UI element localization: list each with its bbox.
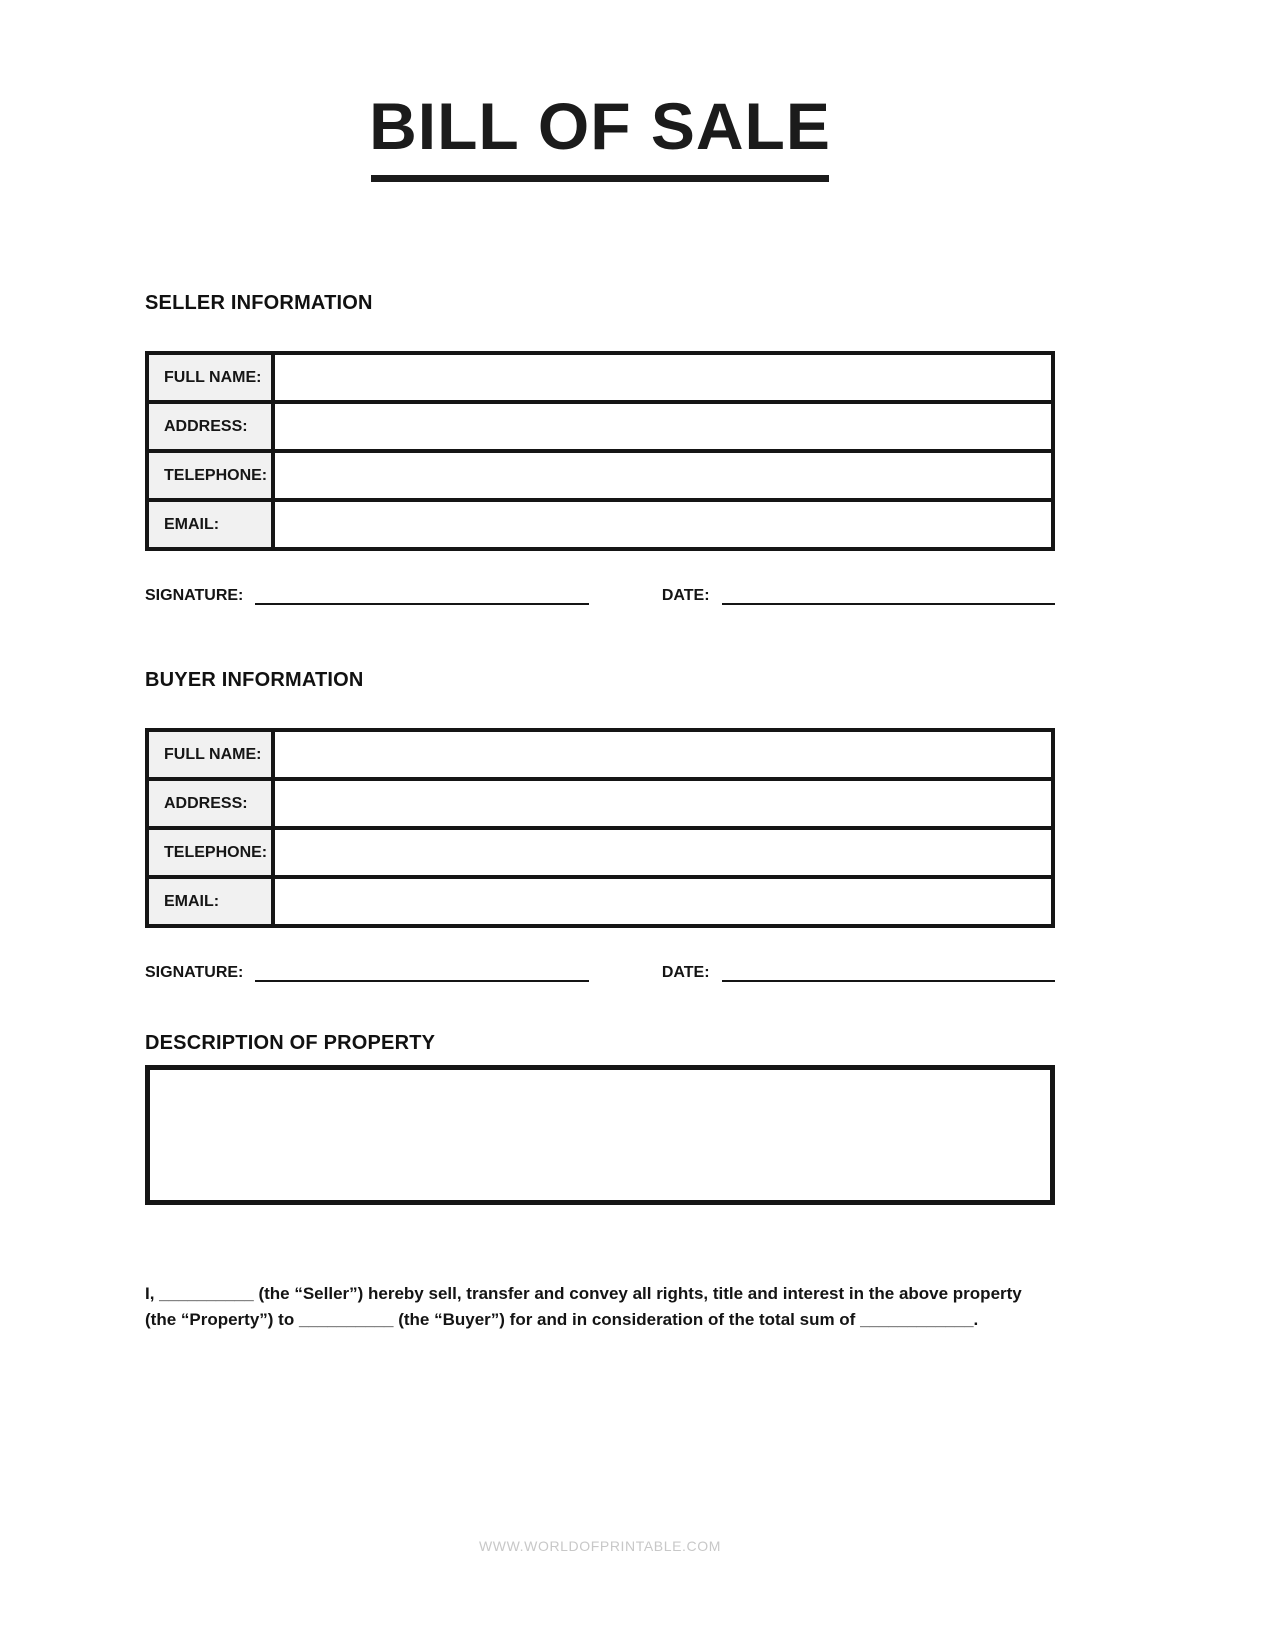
property-description-field[interactable] bbox=[145, 1065, 1055, 1205]
buyer-signature-label: SIGNATURE: bbox=[145, 964, 244, 982]
buyer-email-label: EMAIL: bbox=[147, 877, 273, 926]
buyer-section-heading: BUYER INFORMATION bbox=[145, 669, 364, 692]
seller-date-line[interactable] bbox=[722, 587, 1055, 605]
seller-signature-row bbox=[145, 587, 1055, 605]
seller-telephone-field[interactable] bbox=[273, 451, 1053, 500]
page-title: BILL OF SALE bbox=[369, 89, 831, 163]
seller-signature-line[interactable] bbox=[255, 587, 588, 605]
property-section-heading: DESCRIPTION OF PROPERTY bbox=[145, 1032, 436, 1055]
footer-url: WWW.WORLDOFPRINTABLE.COM bbox=[478, 1538, 722, 1554]
buyer-full-name-field[interactable] bbox=[273, 730, 1053, 779]
seller-full-name-field[interactable] bbox=[273, 353, 1053, 402]
buyer-signature-row bbox=[145, 964, 1055, 982]
table-row bbox=[147, 730, 1053, 779]
buyer-telephone-field[interactable] bbox=[273, 828, 1053, 877]
seller-email-label: EMAIL: bbox=[147, 500, 273, 549]
seller-info-table bbox=[145, 351, 1055, 551]
table-row bbox=[147, 877, 1053, 926]
table-row bbox=[147, 779, 1053, 828]
seller-address-label: ADDRESS: bbox=[147, 402, 273, 451]
seller-signature-label: SIGNATURE: bbox=[145, 587, 244, 605]
buyer-date-line[interactable] bbox=[722, 964, 1055, 982]
buyer-info-table bbox=[145, 728, 1055, 928]
title-block bbox=[145, 0, 1055, 182]
table-row bbox=[147, 828, 1053, 877]
buyer-telephone-label: TELEPHONE: bbox=[147, 828, 273, 877]
buyer-date-label: DATE: bbox=[661, 964, 710, 982]
seller-date-label: DATE: bbox=[661, 587, 710, 605]
seller-telephone-label: TELEPHONE: bbox=[147, 451, 273, 500]
table-row bbox=[147, 402, 1053, 451]
buyer-signature-line[interactable] bbox=[255, 964, 588, 982]
seller-full-name-label: FULL NAME: bbox=[147, 353, 273, 402]
table-row bbox=[147, 500, 1053, 549]
buyer-address-field[interactable] bbox=[273, 779, 1053, 828]
table-row bbox=[147, 353, 1053, 402]
buyer-email-field[interactable] bbox=[273, 877, 1053, 926]
seller-email-field[interactable] bbox=[273, 500, 1053, 549]
title-underline bbox=[371, 175, 829, 182]
table-row bbox=[147, 451, 1053, 500]
seller-address-field[interactable] bbox=[273, 402, 1053, 451]
buyer-full-name-label: FULL NAME: bbox=[147, 730, 273, 779]
seller-section-heading: SELLER INFORMATION bbox=[145, 292, 373, 315]
legal-statement: I, __________ (the “Seller”) hereby sell, transfer and convey all rights, title and interest in the above property (the “Property”) to __________ (the “Buyer”) for and in consideration of the total sum of ____________. bbox=[145, 1284, 1022, 1329]
buyer-address-label: ADDRESS: bbox=[147, 779, 273, 828]
